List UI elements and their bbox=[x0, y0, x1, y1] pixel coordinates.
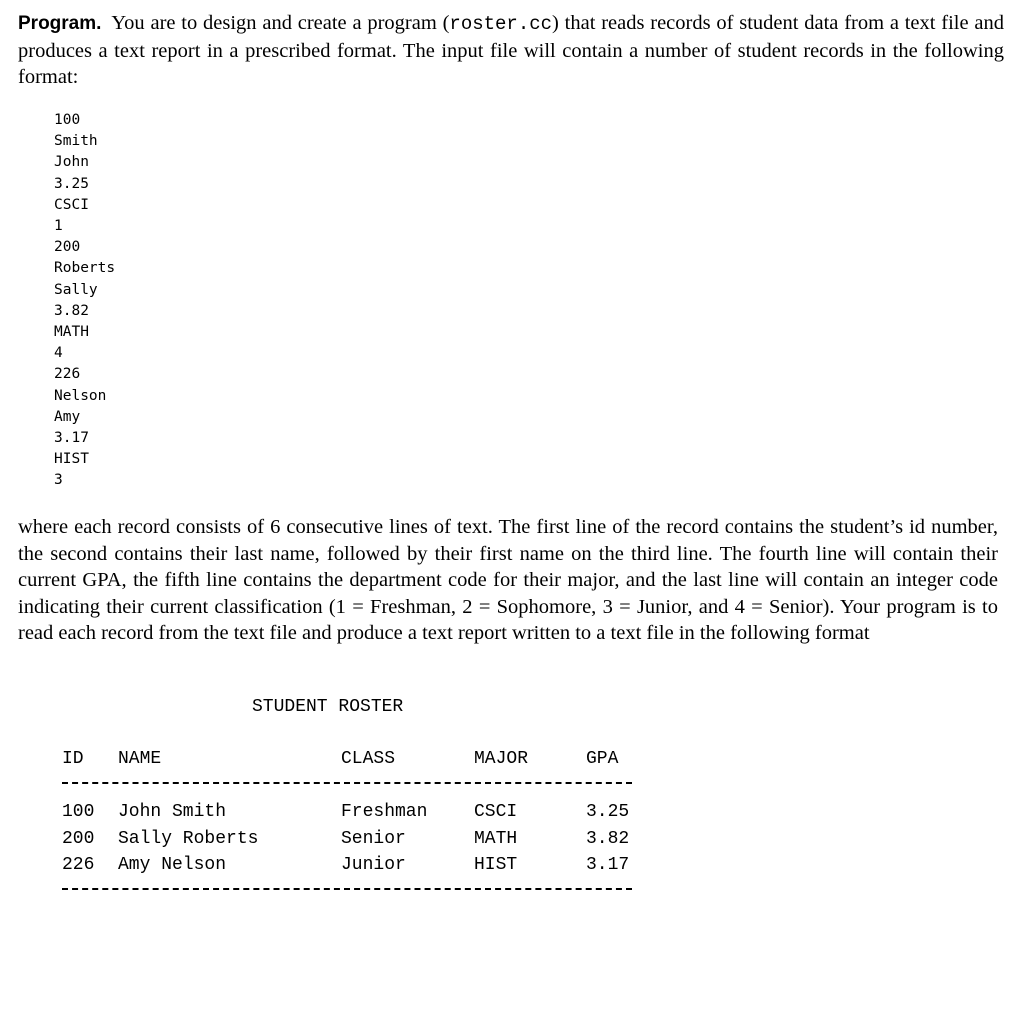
program-filename: roster.cc bbox=[449, 13, 553, 35]
header-divider bbox=[62, 782, 632, 784]
cell-gpa: 3.82 bbox=[586, 829, 630, 849]
table-row bbox=[62, 852, 632, 1011]
input-line: HIST bbox=[54, 451, 89, 468]
intro-paragraph bbox=[18, 10, 1004, 91]
cell-class: Senior bbox=[341, 829, 406, 849]
input-line: Roberts bbox=[54, 260, 116, 277]
cell-gpa: 3.17 bbox=[586, 855, 630, 875]
intro-text-before: You are to design and create a program ( bbox=[111, 12, 450, 34]
cell-name: Amy Nelson bbox=[118, 855, 227, 875]
header-class: CLASS bbox=[341, 749, 396, 769]
input-line: Smith bbox=[54, 133, 98, 150]
cell-name: Sally Roberts bbox=[118, 829, 259, 849]
intro-text-after: ) that reads records of student data from a text file and produces a text report in a prescribed format. The input file will contain a number of student records in the following format: bbox=[18, 12, 1004, 88]
input-line: Sally bbox=[54, 281, 98, 298]
cell-id: 100 bbox=[62, 802, 95, 822]
footer-divider bbox=[62, 888, 632, 890]
header-major: MAJOR bbox=[474, 749, 529, 769]
input-line: 3.82 bbox=[54, 302, 89, 319]
cell-class: Freshman bbox=[341, 802, 428, 822]
input-line: Amy bbox=[54, 408, 81, 425]
input-line: 4 bbox=[54, 345, 63, 362]
input-line: Nelson bbox=[54, 387, 107, 404]
input-line: MATH bbox=[54, 324, 89, 341]
cell-major: MATH bbox=[474, 829, 518, 849]
cell-id: 200 bbox=[62, 829, 95, 849]
cell-id: 226 bbox=[62, 855, 95, 875]
cell-major: HIST bbox=[474, 855, 518, 875]
input-line: John bbox=[54, 154, 89, 171]
description-paragraph: where each record consists of 6 consecutive lines of text. The first line of the record contains the student’s id number, the second contains their last name, followed by their first name on the third line. The fourth line will contain their current GPA, the fifth line contains the department code for their major, and the last line will contain an integer code indicating their current classification (1 = Freshman, 2 = Sophomore, 3 = Junior, and 4 = Senior). Your program is to read each record from the text file and produce a text report written to a text file in the following format bbox=[18, 516, 998, 644]
header-gpa: GPA bbox=[586, 749, 619, 769]
program-heading: Program. bbox=[18, 13, 102, 34]
header-name: NAME bbox=[118, 749, 162, 769]
header-id: ID bbox=[62, 749, 84, 769]
cell-name: John Smith bbox=[118, 802, 227, 822]
input-line: 200 bbox=[54, 239, 81, 256]
input-line: 3.17 bbox=[54, 430, 89, 447]
input-line: 100 bbox=[54, 112, 81, 128]
report-title: STUDENT ROSTER bbox=[252, 697, 404, 717]
cell-gpa: 3.25 bbox=[586, 802, 630, 822]
input-line: CSCI bbox=[54, 196, 89, 213]
cell-major: CSCI bbox=[474, 802, 518, 822]
input-line: 1 bbox=[54, 218, 63, 235]
input-file-example bbox=[54, 110, 115, 492]
input-line: 3.25 bbox=[54, 175, 89, 192]
cell-class: Junior bbox=[341, 855, 406, 875]
input-line: 3 bbox=[54, 472, 63, 489]
document-page bbox=[18, 10, 1004, 91]
input-line: 226 bbox=[54, 366, 81, 383]
